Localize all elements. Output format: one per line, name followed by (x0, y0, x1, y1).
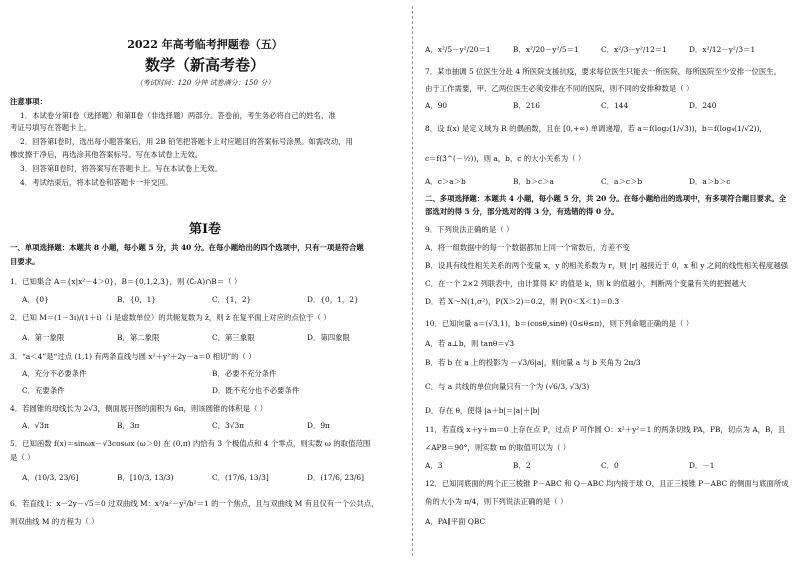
option-b: B．第二象限 (117, 333, 160, 342)
note-line-3: 2．回答第Ⅰ卷时，选出每小题答案后，用 2B 铅笔把答题卡上对应题目的答案标号涂黑。如需改动，用 (20, 137, 353, 146)
option-d: D．{0，1，2} (307, 295, 359, 304)
question-8: 8．设 f(x) 是定义域为 R 的偶函数，且在 [0,+∞) 单调递增，若 a＝f(log₂(1/√3))，b＝f(log₄(1/√2))， (425, 124, 767, 133)
option-c: C．0 (601, 461, 619, 470)
question-11: 11．若直线 x＋y＋m＝0 上存在点 P，过点 P 可作圆 O：x²＋y²＝1 的两条切线 PA，PB，切点为 A，B，且 (425, 425, 786, 434)
question-1-options (22, 294, 402, 305)
exam-subtitle: 数学（新高考卷） (144, 56, 265, 74)
option-d: D．－1 (689, 461, 715, 470)
option-b: B．x²/20－y²/5＝1 (513, 45, 579, 54)
question-5: 5．已知函数 f(x)＝sinωx－√3cosωx (ω＞0) 在 (0,π) 内恰有 3 个极值点和 4 个零点，则实数 ω 的取值范围 (10, 439, 371, 448)
question-4-options (22, 420, 402, 431)
question-8-cont: c＝f(3^(－½))，则 a，b，c 的大小关系为（ ） (425, 154, 586, 163)
question-7: 7．某市抽调 5 位医生分赴 4 所医院支援抗疫，要求每位医生只能去一所医院，每所医院至少安排一位医生。 (425, 67, 782, 76)
option-d: D．240 (689, 101, 717, 110)
option-a: A．c＞a＞b (425, 177, 466, 186)
question-12: 12．已知同底面的两个正三棱锥 P－ABC 和 Q－ABC 均内接于球 O，且正三棱锥 P－ABC 的侧面与底面所成 (425, 479, 789, 488)
question-9-option-b: B．设具有线性相关关系的两个变量 x，y 的相关系数为 r，则 |r| 越接近于 0，x 和 y 之间的线性相关程度越强 (425, 261, 789, 270)
question-3-options-1 (22, 368, 402, 379)
question-7-options (425, 100, 777, 111)
right-column (415, 0, 790, 562)
question-8-options (425, 176, 777, 187)
notes-heading: 注意事项： (10, 97, 47, 106)
question-10-option-d: D．存在 θ，使得 |a＋b|＝|a|＋|b| (425, 406, 540, 415)
note-line-2: 考证号填写在答题卡上。 (10, 123, 92, 132)
option-b: B．b＞c＞a (513, 177, 554, 186)
option-a: A．√3π (22, 421, 49, 430)
option-c: C．3√3π (212, 421, 245, 430)
section-1-instruction-cont: 目要求。 (10, 257, 40, 266)
note-line-4: 橡皮擦干净后，再选涂其他答案标号。写在本试卷上无效。 (10, 150, 203, 159)
option-b: B．3π (117, 421, 140, 430)
question-9: 9．下列说法正确的是（ ） (425, 225, 514, 234)
option-a: A．90 (425, 101, 448, 110)
question-5-cont: 是（ ） (10, 453, 35, 462)
option-c: C．a＞c＞b (601, 177, 643, 186)
option-b: B．[10/3, 13/3) (117, 473, 174, 482)
question-12-option-a: A．PA∥平面 QBC (425, 517, 486, 526)
option-d: D．a＞b＞c (689, 177, 731, 186)
option-d: D．第四象限 (307, 333, 350, 342)
option-c: C．(17/6, 13/3] (212, 473, 269, 482)
option-c: C．144 (601, 101, 629, 110)
section-2-instruction: 二、多项选择题：本题共 4 小题，每小题 5 分，共 20 分。在每小题给出的选项中，有多项符合题目要求。全 (425, 194, 787, 203)
question-4: 4．若圆锥的母线长为 2√3，侧面展开图的面积为 6π，则该圆锥的体积是（ ） (10, 404, 268, 413)
option-a: A．3 (425, 461, 443, 470)
question-2-options (22, 332, 402, 343)
note-line-1: 1．本试卷分第Ⅰ卷（选择题）和第Ⅱ卷（非选择题）两部分。答卷前，考生务必将自己的姓名、准 (20, 111, 336, 120)
note-line-6: 4．考试结束后，将本试卷和答题卡一并交回。 (20, 178, 173, 187)
question-9-option-d: D．若 X～N(1,σ²)，P(X＞2)＝0.2，则 P(0＜X＜1)＝0.3 (425, 297, 620, 306)
option-c: C．充要条件 (22, 386, 65, 395)
question-9-option-a: A．将一组数据中的每一个数据都加上同一个常数后，方差不变 (425, 243, 630, 252)
option-d: D．9π (307, 421, 330, 430)
question-10-option-a: A．若 a⊥b，则 tanθ＝√3 (425, 339, 515, 348)
question-6: 6．若直线 l：x－2y－√5＝0 过双曲线 M：x²/a²－y²/b²＝1 的一个焦点，且与双曲线 M 有且仅有一个公共点， (10, 499, 379, 508)
section-1-title: 第Ⅰ卷 (188, 222, 222, 237)
question-5-options (22, 472, 402, 483)
exam-title: 2022 年高考临考押题卷（五） (127, 38, 283, 51)
question-10-option-b: B．若 b 在 a 上的投影为 －√3/6|a|，则向量 a 与 b 夹角为 2π/3 (425, 358, 641, 367)
option-d: D．x²/12－y²/3＝1 (689, 45, 756, 54)
option-b: B．2 (513, 461, 531, 470)
question-11-options (425, 460, 777, 471)
note-line-5: 3．回答第Ⅱ卷时，将答案写在答题卡上。写在本试卷上无效。 (20, 164, 222, 173)
option-a: A．x²/5－y²/20＝1 (425, 45, 491, 54)
question-7-cont: 由于工作需要，甲、乙两位医生必须安排在不同的医院，则不同的安排种数是（ ） (425, 84, 694, 93)
question-3: 3．“a＜4”是“过点 (1,1) 有两条直线与圆 x²＋y²＋2y－a＝0 相切”的（ ） (10, 352, 256, 361)
column-divider (412, 6, 413, 556)
option-b: B．必要不充分条件 (212, 369, 277, 378)
question-3-options-2 (22, 385, 402, 396)
option-d: D．(17/6, 23/6] (307, 473, 364, 482)
question-11-cont: ∠APB＝90°，则实数 m 的取值可以为（ ） (425, 443, 571, 452)
question-10-option-c: C．与 a 共线的单位向量只有一个为 (√6/3, √3/3) (425, 382, 590, 391)
option-b: B．{0，1} (117, 295, 157, 304)
option-c: C．第三象限 (212, 333, 255, 342)
option-a: A．{0} (22, 295, 49, 304)
question-6-cont: 则双曲线 M 的方程为（ ） (10, 517, 99, 526)
section-1-instruction: 一、单项选择题：本题共 8 小题，每小题 5 分，共 40 分。在每小题给出的四个选项中，只有一项是符合题 (10, 243, 364, 252)
option-a: A．(10/3, 23/6] (22, 473, 79, 482)
option-d: D．既不充分也不必要条件 (212, 386, 300, 395)
question-9-option-c: C．在一个 2×2 列联表中，由计算得 K² 的值是 k，则 k 的值越小，判断两个变量有关的把握越大 (425, 279, 747, 288)
option-c: C．{1，2} (212, 295, 252, 304)
section-2-instruction-cont: 部选对的得 5 分，部分选对的得 3 分，有选错的得 0 分。 (425, 207, 619, 216)
option-c: C．x²/3－y²/12＝1 (601, 45, 667, 54)
question-6-options (425, 44, 777, 55)
question-12-cont: 角的大小为 π/4，则下列说法正确的是（ ） (425, 497, 568, 506)
question-1: 1．已知集合 A＝{x|x²－4＞0}，B＝{0,1,2,3}，则 (∁ᵣA)∩B＝（ ） (10, 277, 242, 286)
option-a: A．第一象限 (22, 333, 65, 342)
option-a: A．充分不必要条件 (22, 369, 87, 378)
question-2: 2．已知 M＝(1－3i)/(1＋i)（i 是虚数单位）的共轭复数为 z̄，则 z̄ 在复平面上对应的点位于（ ） (10, 313, 331, 322)
option-b: B．216 (513, 101, 540, 110)
exam-info: （考试时间：120 分钟 试卷满分：150 分） (135, 79, 275, 87)
question-10: 10．已知向量 a＝(√3,1)，b＝(cosθ,sinθ) (0≤θ≤π)，则下列命题正确的是（ ） (425, 319, 694, 328)
